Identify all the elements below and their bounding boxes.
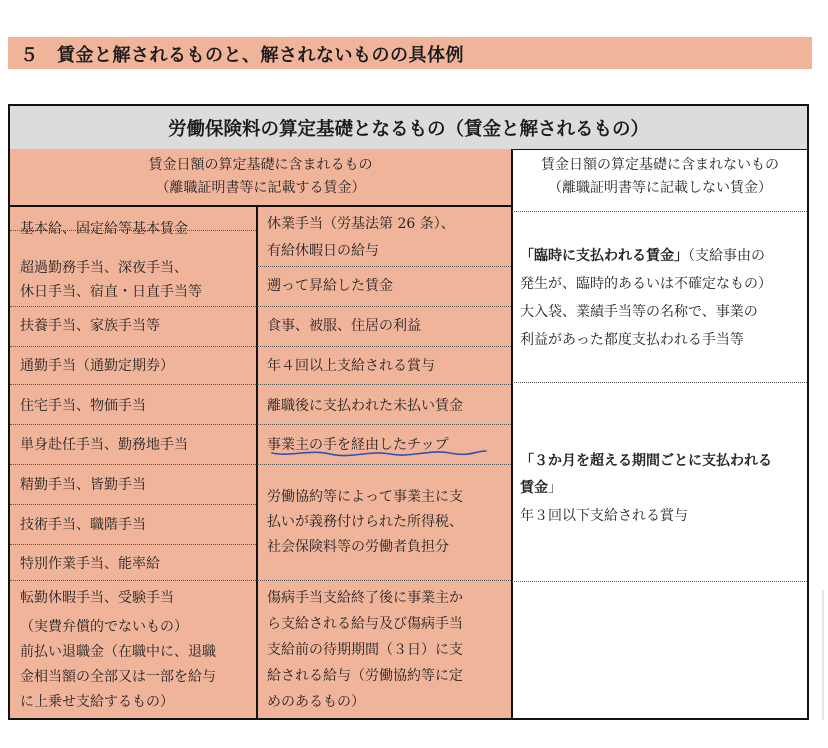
col3-block2-line2 <box>520 480 562 497</box>
left-header-line1: 賃金日額の算定基礎に含まれるもの <box>148 157 373 173</box>
row-divider <box>257 424 511 425</box>
row-divider <box>10 580 256 581</box>
col1-item: 転勤休暇手当、受験手当 <box>20 590 174 606</box>
col3-block1-line2: 発生が、臨時的あるいは不確定なもの） <box>520 276 772 292</box>
section-title: ５ 賃金と解されるものと、解されないものの具体例 <box>20 45 464 66</box>
section-header <box>8 37 812 69</box>
col1-item: 金相当額の全部又は一部を給与 <box>20 669 216 685</box>
col3-block1-line3: 大入袋、業績手当等の名称で、事業の <box>520 304 758 320</box>
row-divider <box>257 464 511 465</box>
col3-block2-close: 」 <box>548 480 562 496</box>
col2-item: 労働協約等によって事業主に支 <box>267 489 463 505</box>
col3-block2-line1: 「３か月を超える期間ごとに支払われる <box>520 453 772 469</box>
col2-item: 年４回以上支給される賞与 <box>267 358 435 374</box>
row-divider <box>257 384 511 385</box>
col2-item: めのあるもの） <box>267 694 365 710</box>
row-divider <box>257 266 511 267</box>
col1-item: 精勤手当、皆勤手当 <box>20 477 146 493</box>
divider-col3 <box>511 149 513 718</box>
handwritten-underline <box>270 447 488 459</box>
table-title: 労働保険料の算定基礎となるもの（賃金と解されるもの） <box>10 106 807 150</box>
col1-item: 扶養手当、家族手当等 <box>20 318 160 334</box>
row-divider <box>10 544 256 545</box>
row-divider <box>10 504 256 505</box>
header-divider-right <box>512 211 807 212</box>
col1-item: 住宅手当、物価手当 <box>20 398 146 414</box>
col2-item: 有給休暇日の給与 <box>267 243 379 259</box>
col3-divider-2 <box>512 581 807 582</box>
right-header-line2: （離職証明書等に記載しない賃金） <box>548 180 772 196</box>
row-divider <box>10 424 256 425</box>
col2-item: 支給前の待期期間（３日）に支 <box>267 642 463 658</box>
col2-item: 給される給与（労働協約等に定 <box>267 668 463 684</box>
row-divider <box>257 306 511 307</box>
col3-block1-rest: （支給事由の <box>688 248 765 264</box>
col2-item: 払いが義務付けられた所得税、 <box>267 514 463 530</box>
col2-item: ら支給される給与及び傷病手当 <box>267 616 463 632</box>
col1-item: 前払い退職金（在職中に、退職 <box>20 644 216 660</box>
col2-item: 遡って昇給した賃金 <box>267 278 393 294</box>
col1-item: 休日手当、宿直・日直手当等 <box>20 284 202 300</box>
col1-item: に上乗せ支給するもの） <box>20 694 174 710</box>
col3-block1-line1 <box>520 248 765 265</box>
left-header-line2: （離職証明書等に記載する賃金） <box>155 180 366 196</box>
right-header-line1: 賃金日額の算定基礎に含まれないもの <box>541 157 779 173</box>
col1-item: 単身赴任手当、勤務地手当 <box>20 437 188 453</box>
row-divider <box>257 346 511 347</box>
row-divider <box>10 306 256 307</box>
col1-item: 超過勤務手当、深夜手当、 <box>20 260 188 276</box>
divider-col2 <box>256 205 258 718</box>
col1-item: 特別作業手当、能率給 <box>20 556 160 572</box>
col1-item: 技術手当、職階手当 <box>20 517 146 533</box>
col3-block1-line4: 利益があった都度支払われる手当等 <box>520 332 744 348</box>
row-divider <box>10 464 256 465</box>
header-divider-left <box>10 205 511 207</box>
col3-divider-1 <box>512 382 807 383</box>
row-divider <box>10 346 256 347</box>
row-divider <box>257 580 511 581</box>
col3-block2-bold: 賃金 <box>520 480 548 496</box>
col2-item: 離職後に支払われた未払い賃金 <box>267 398 463 414</box>
col2-item: 傷病手当支給終了後に事業主か <box>267 590 463 606</box>
col1-item: 基本給、固定給等基本賃金 <box>20 221 188 237</box>
scroll-hint <box>822 590 824 720</box>
col2-item: 社会保険料等の労働者負担分 <box>267 539 449 555</box>
col1-item: （実費弁償的でないもの） <box>20 619 188 635</box>
row-divider <box>10 384 256 385</box>
col1-item: 通勤手当（通勤定期券） <box>20 358 174 374</box>
col3-block2-line3: 年３回以下支給される賞与 <box>520 508 688 524</box>
col3-block1-bold: 「臨時に支払われる賃金」 <box>520 248 688 264</box>
wage-table <box>8 104 809 720</box>
col2-item: 食事、被服、住居の利益 <box>267 318 421 334</box>
col2-item: 休業手当（労基法第 26 条）、 <box>267 216 455 232</box>
col2-item-chip: 事業主の手を経由したチップ <box>267 437 449 453</box>
